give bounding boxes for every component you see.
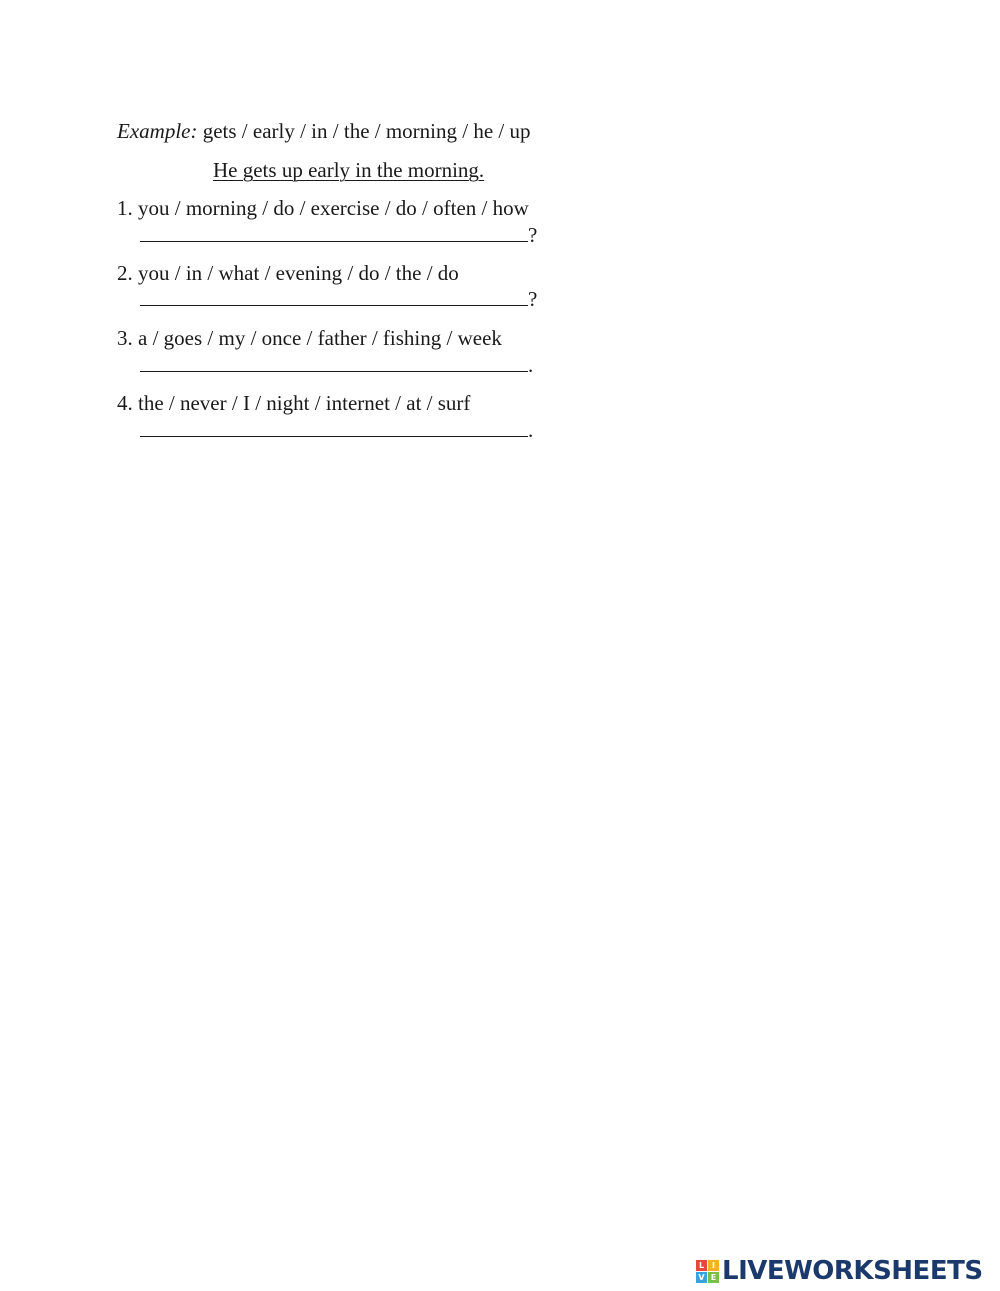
question-3-end-mark: . — [528, 353, 534, 377]
answer-blank-3[interactable] — [140, 353, 528, 372]
question-2-end-mark: ? — [528, 287, 538, 311]
example-answer-line — [213, 157, 484, 183]
question-1-answer-line — [140, 222, 537, 248]
question-4-end-mark: . — [528, 418, 534, 442]
question-2-prompt: 2. you / in / what / evening / do / the / do — [117, 261, 459, 285]
example-answer: He gets up early in the morning. — [213, 158, 485, 182]
logo-text: LIVEWORKSHEETS — [722, 1256, 983, 1286]
answer-blank-2[interactable] — [140, 287, 528, 306]
liveworksheets-logo[interactable] — [696, 1256, 983, 1286]
logo-block-i: I — [708, 1260, 719, 1271]
question-4-prompt: 4. the / never / I / night / internet / at / surf — [117, 391, 471, 415]
logo-block-v: V — [696, 1272, 707, 1283]
question-4-answer-line — [140, 417, 533, 443]
example-line — [117, 118, 531, 144]
example-prompt: gets / early / in / the / morning / he / up — [202, 119, 531, 143]
question-2-answer-line — [140, 286, 537, 312]
example-label: Example: — [117, 119, 198, 143]
logo-block-e: E — [708, 1272, 719, 1283]
question-3-prompt: 3. a / goes / my / once / father / fishing / week — [117, 326, 502, 350]
logo-block-l: L — [696, 1260, 707, 1271]
question-1-end-mark: ? — [528, 223, 538, 247]
answer-blank-4[interactable] — [140, 418, 528, 437]
answer-blank-1[interactable] — [140, 223, 528, 242]
question-3-answer-line — [140, 352, 533, 378]
question-1-prompt: 1. you / morning / do / exercise / do / often / how — [117, 196, 529, 220]
logo-blocks-icon — [696, 1260, 719, 1283]
